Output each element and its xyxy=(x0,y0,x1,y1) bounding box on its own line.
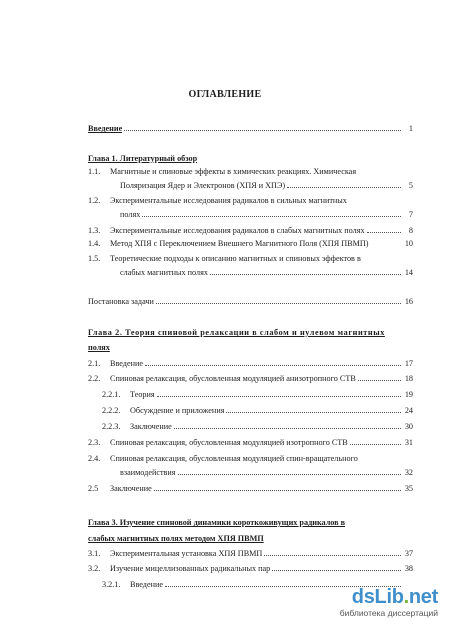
toc-entry-number: 2.2. xyxy=(88,374,101,383)
toc-entry-text: Введение xyxy=(110,359,144,368)
toc-entry-page: 31 xyxy=(404,438,413,447)
toc-entry[interactable] xyxy=(120,178,413,190)
toc-entry-text: взаимодействия xyxy=(120,468,176,477)
toc-entry[interactable] xyxy=(88,531,413,543)
toc-entry-text: Заключение xyxy=(110,484,152,493)
toc-leader-dots xyxy=(367,232,401,233)
toc-entry[interactable] xyxy=(88,481,413,493)
toc-entry-number: 1.2. xyxy=(88,196,101,205)
toc-entry-text: слабых магнитных полях xyxy=(120,268,208,277)
toc-entry[interactable] xyxy=(88,193,413,205)
toc-entry[interactable] xyxy=(102,419,413,431)
toc-entry-text: Экспериментальные исследования радикалов в сильных магнитных xyxy=(110,196,347,205)
toc-entry[interactable] xyxy=(88,121,413,133)
toc-entry-page: 37 xyxy=(404,549,413,558)
toc-entry[interactable] xyxy=(120,207,413,219)
toc-entry[interactable] xyxy=(88,294,413,306)
toc-leader-dots xyxy=(210,274,401,275)
toc-title: ОГЛАВЛЕНИЕ xyxy=(188,89,262,100)
site-watermark[interactable] xyxy=(318,586,438,630)
toc-leader-dots xyxy=(174,428,401,429)
watermark-logo-tld: net xyxy=(408,586,438,608)
toc-entry-page: 38 xyxy=(404,564,413,573)
toc-entry[interactable] xyxy=(88,356,413,368)
toc-entry-number: 1.4. xyxy=(88,239,101,248)
toc-entry-text: Экспериментальная установка ХПЯ ПВМП xyxy=(110,549,263,558)
toc-entry[interactable] xyxy=(102,387,413,399)
toc-entry-text: Спиновая релаксация, обусловленная модуляцией изотропного СТВ xyxy=(110,438,348,447)
toc-entry-text: Теория xyxy=(130,390,155,399)
toc-entry-text: Введение xyxy=(88,124,123,133)
toc-leader-dots xyxy=(287,187,401,188)
toc-entry[interactable] xyxy=(88,340,413,352)
toc-leader-dots xyxy=(226,412,401,413)
toc-entry-page: 8 xyxy=(408,226,413,235)
toc-entry-number: 2.4. xyxy=(88,454,101,463)
toc-entry-number: 2.3. xyxy=(88,438,101,447)
toc-entry-number: 2.1. xyxy=(88,359,101,368)
watermark-logo-main: dsLib xyxy=(351,586,404,608)
toc-entry-text: Спиновая релаксация, обусловленная модуляцией спин-вращательного xyxy=(110,454,358,463)
toc-entry-page: 10 xyxy=(404,239,413,248)
toc-entry-number: 2.2.2. xyxy=(102,406,121,415)
toc-entry-page: 30 xyxy=(404,422,413,431)
toc-leader-dots xyxy=(124,130,401,131)
toc-entry-text: Магнитные и спиновые эффекты в химических реакциях. Химическая xyxy=(110,167,357,176)
toc-leader-dots xyxy=(145,365,401,366)
toc-entry-number: 2.5 xyxy=(88,484,99,493)
toc-entry-text: полях xyxy=(88,343,110,352)
toc-entry-page: 14 xyxy=(404,268,413,277)
toc-entry[interactable] xyxy=(88,325,413,337)
toc-entry[interactable] xyxy=(88,561,413,573)
toc-entry-page: 16 xyxy=(404,297,413,306)
toc-entry-text: Поляризация Ядер и Электронов (ХПЯ и ХПЭ) xyxy=(120,181,286,190)
toc-entry[interactable] xyxy=(120,465,413,477)
toc-entry-text: Заключение xyxy=(130,422,172,431)
toc-leader-dots xyxy=(358,380,401,381)
toc-entry[interactable] xyxy=(88,251,413,263)
toc-entry-text: слабых магнитных полях методом ХПЯ ПВМП xyxy=(88,534,264,543)
toc-leader-dots xyxy=(264,555,401,556)
watermark-logo xyxy=(352,586,438,608)
toc-entry-page: 35 xyxy=(404,484,413,493)
toc-entry[interactable] xyxy=(88,164,413,176)
toc-leader-dots xyxy=(178,474,401,475)
toc-entry-page: 32 xyxy=(404,468,413,477)
toc-entry-page: 5 xyxy=(408,181,413,190)
toc-entry[interactable] xyxy=(88,223,413,235)
toc-entry-text: полях xyxy=(120,210,141,219)
toc-entry-number: 1.1. xyxy=(88,167,101,176)
toc-leader-dots xyxy=(156,303,401,304)
toc-entry-number: 2.2.1. xyxy=(102,390,121,399)
toc-entry[interactable] xyxy=(88,151,413,163)
toc-entry[interactable] xyxy=(88,451,413,463)
toc-entry-text: Глава 2. Теория спиновой релаксации в слабом и нулевом магнитных xyxy=(88,328,385,337)
toc-entry-text: Экспериментальные исследования радикалов в слабых магнитных полях xyxy=(110,226,365,235)
toc-entry-page: 19 xyxy=(404,390,413,399)
toc-entry-page: 7 xyxy=(408,210,413,219)
toc-entry-text: Спиновая релаксация, обусловленная модуляцией анизотропного СТВ xyxy=(110,374,356,383)
toc-entry-text: Обсуждение и приложения xyxy=(130,406,225,415)
toc-entry-text: Постановка задачи xyxy=(88,297,154,306)
toc-entry-number: 1.3. xyxy=(88,226,101,235)
toc-entry-page: 18 xyxy=(404,374,413,383)
toc-leader-dots xyxy=(272,570,401,571)
toc-entry-text: Глава 3. Изучение спиновой динамики короткоживущих радикалов в xyxy=(88,518,346,527)
watermark-subtitle: библиотека диссертаций xyxy=(339,608,438,618)
toc-entry[interactable] xyxy=(120,265,413,277)
toc-entry-text: Метод ХПЯ с Переключением Внешнего Магнитного Поля (ХПЯ ПВМП) xyxy=(110,239,369,248)
toc-leader-dots xyxy=(154,490,401,491)
toc-entry-text: Теоретические подходы к описанию магнитных и спиновых эффектов в xyxy=(110,254,361,263)
toc-leader-dots xyxy=(157,396,401,397)
watermark-logo-dot: . xyxy=(403,586,409,608)
toc-leader-dots xyxy=(350,444,401,445)
toc-entry[interactable] xyxy=(88,435,413,447)
toc-entry[interactable] xyxy=(88,546,413,558)
toc-entry-page: 17 xyxy=(404,359,413,368)
toc-entry-text: Изучение мицеллизованных радикальных пар xyxy=(110,564,271,573)
toc-entry-number: 3.2.1. xyxy=(102,580,121,589)
toc-leader-dots xyxy=(142,216,401,217)
toc-entry-number: 3.1. xyxy=(88,549,101,558)
toc-entry-text: Глава 1. Литературный обзор xyxy=(88,154,198,163)
toc-entry-page: 24 xyxy=(404,406,413,415)
toc-entry[interactable] xyxy=(88,236,413,248)
toc-entry-number: 3.2. xyxy=(88,564,101,573)
toc-entry[interactable] xyxy=(88,515,413,527)
toc-entry[interactable] xyxy=(102,403,413,415)
toc-entry-text: Введение xyxy=(130,580,164,589)
toc-entry[interactable] xyxy=(88,371,413,383)
toc-entry-number: 1.5. xyxy=(88,254,101,263)
toc-entry-page: 1 xyxy=(408,124,413,133)
toc-entry-number: 2.2.3. xyxy=(102,422,121,431)
